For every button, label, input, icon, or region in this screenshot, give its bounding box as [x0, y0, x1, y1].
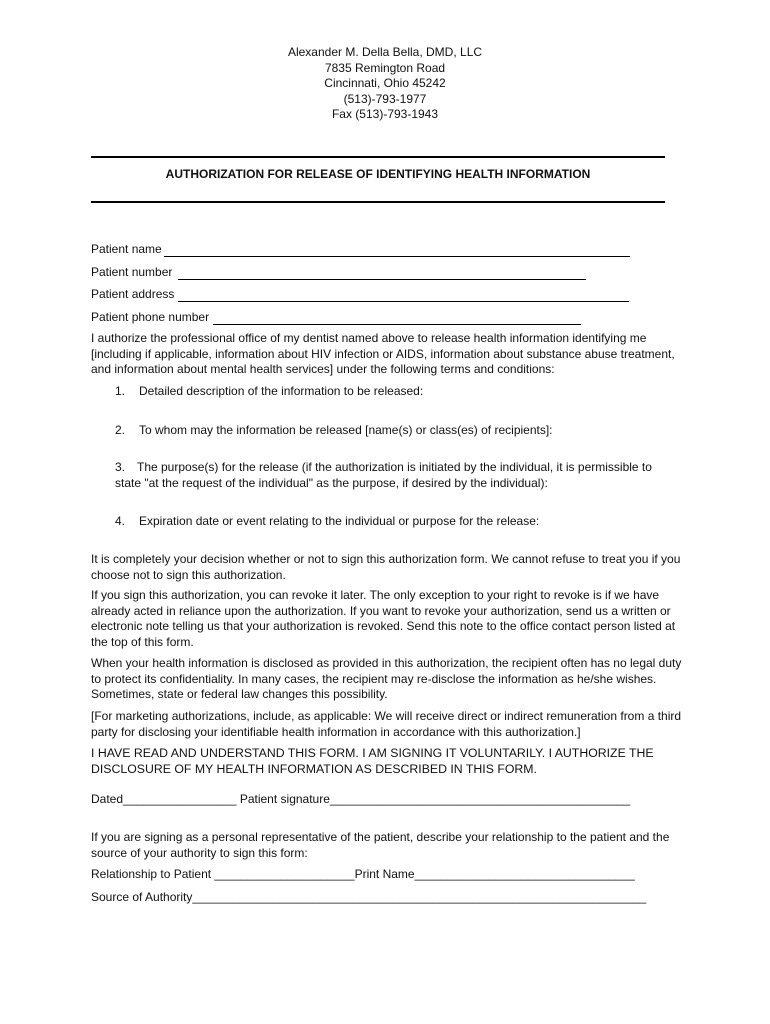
patient-name-field[interactable] — [91, 242, 630, 257]
patient-number-line[interactable] — [178, 267, 586, 280]
form-title: AUTHORIZATION FOR RELEASE OF IDENTIFYING HEALTH INFORMATION — [165, 167, 591, 181]
source-of-authority-field[interactable]: Source of Authority____________________________________________________________________ — [91, 890, 647, 904]
list-item — [115, 460, 680, 491]
top-divider — [91, 156, 665, 158]
patient-number-field[interactable] — [91, 265, 586, 280]
list-item — [115, 514, 695, 530]
signature-row — [91, 792, 691, 808]
practice-header — [0, 45, 770, 123]
list-item-number: 3. — [115, 460, 126, 474]
acknowledgement-paragraph: I HAVE READ AND UNDERSTAND THIS FORM. I AM SIGNING IT VOLUNTARILY. I AUTHORIZE THE DISCLOSURE OF MY HEALTH INFORMATION AS DESCRIBED IN THIS FORM. — [91, 746, 654, 776]
list-item — [115, 384, 695, 400]
list-item-number: 4. — [115, 514, 126, 528]
patient-phone-label: Patient phone number — [91, 310, 210, 324]
list-item-number: 2. — [115, 423, 126, 437]
representative-row — [91, 867, 691, 883]
patient-address-line[interactable] — [178, 289, 629, 302]
dated-field[interactable]: Dated_________________ — [91, 792, 237, 806]
list-item-text: Expiration date or event relating to the individual or purpose for the release: — [139, 514, 540, 528]
disclosure-paragraph: When your health information is disclosed as provided in this authorization, the recipient often has no legal duty to protect its confidentiality. In many cases, the recipient may re-disclose the information as he/she wishes. Sometimes, state or federal law changes this possibility. — [91, 656, 682, 701]
decision-paragraph: It is completely your decision whether or not to sign this authorization form. We cannot refuse to treat you if you choose not to sign this authorization. — [91, 552, 681, 582]
practice-fax: Fax (513)-793-1943 — [331, 107, 439, 121]
patient-name-label: Patient name — [91, 242, 162, 256]
relationship-field[interactable]: Relationship to Patient _____________________ — [91, 867, 355, 881]
practice-city: Cincinnati, Ohio 45242 — [324, 76, 446, 90]
patient-phone-field[interactable] — [91, 310, 581, 325]
patient-signature-field[interactable]: Patient signature_____________________________________________ — [239, 792, 631, 806]
bottom-divider — [91, 201, 665, 203]
representative-intro: If you are signing as a personal representative of the patient, describe your relationship to the patient and the source of your authority to sign this form: — [91, 830, 670, 860]
list-item-text: Detailed description of the information to be released: — [139, 384, 424, 398]
print-name-field[interactable]: Print Name_________________________________ — [354, 867, 635, 881]
practice-name: Alexander M. Della Bella, DMD, LLC — [287, 45, 483, 59]
patient-name-line[interactable] — [164, 244, 630, 257]
patient-address-label: Patient address — [91, 287, 175, 301]
list-item-number: 1. — [115, 384, 126, 398]
patient-address-field[interactable] — [91, 287, 629, 302]
revoke-paragraph: If you sign this authorization, you can revoke it later. The only exception to your right to revoke is if we have already acted in reliance upon the authorization. If you want to revoke your authorization, send us a written or electronic note telling us that your authorization is revoked. Send this note to the office contact person listed at the top of this form. — [91, 588, 676, 649]
patient-number-label: Patient number — [91, 265, 173, 279]
list-item — [115, 423, 695, 439]
practice-phone: (513)-793-1977 — [343, 91, 427, 106]
list-item-text: The purpose(s) for the release (if the authorization is initiated by the individual, it is permissible to state "at the request of the individual" as the purpose, if desired by the individual): — [115, 460, 652, 490]
list-item-text: To whom may the information be released [name(s) or class(es) of recipients]: — [139, 423, 553, 437]
marketing-paragraph: [For marketing authorizations, include, as applicable: We will receive direct or indirect remuneration from a third party for disclosing your identifiable health information in accordance with this authorization.] — [91, 709, 682, 739]
intro-paragraph: I authorize the professional office of my dentist named above to release health information identifying me [including if applicable, information about HIV infection or AIDS, information about substance abuse treatment, and information about mental health services] under the following terms and conditions: — [91, 331, 675, 376]
practice-street: 7835 Remington Road — [324, 60, 446, 75]
patient-phone-line[interactable] — [213, 312, 581, 325]
